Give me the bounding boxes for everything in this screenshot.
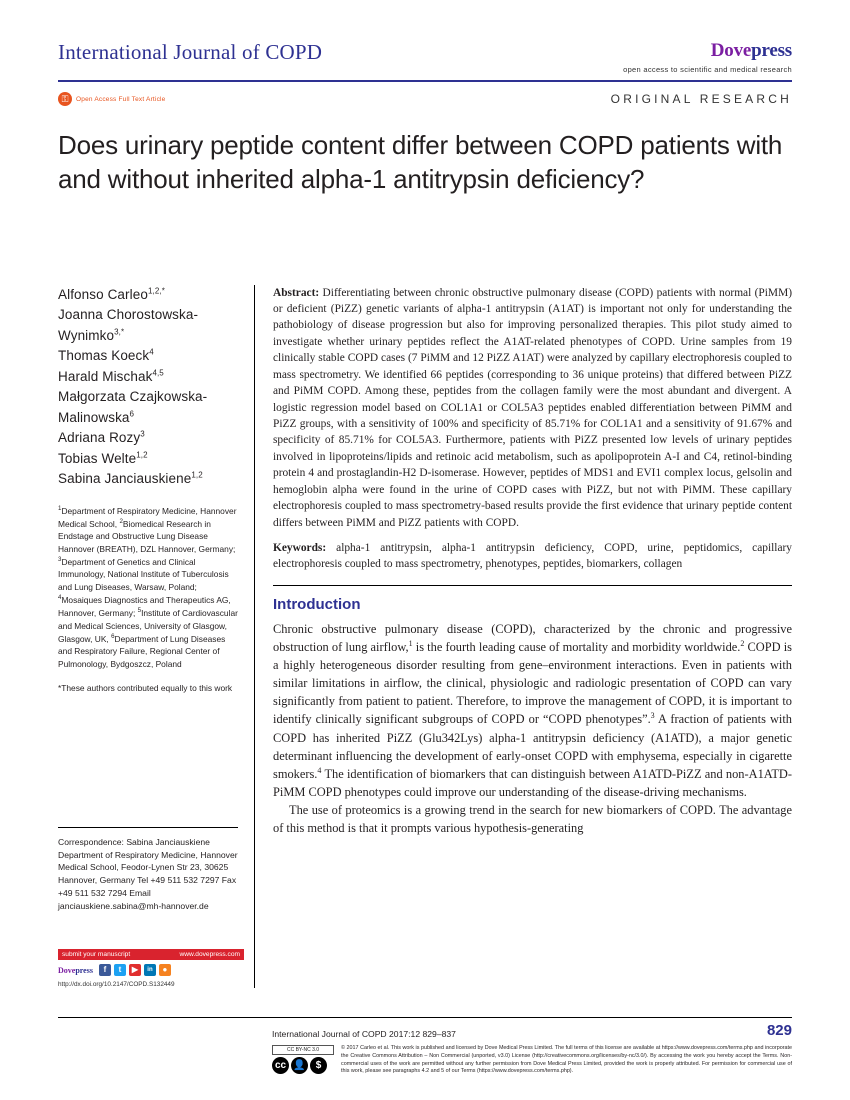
correspondence-block: Correspondence: Sabina Janciauskiene Department of Respiratory Medicine, Hannover Medical School, Feodor-Lynen Str 23, 30625 Hannover, Germany Tel +49 511 532 7297 Fax +49 511 532 7294 Email janciauskiene.sabina@mh-hannover.de (58, 827, 238, 913)
open-access-row (58, 92, 792, 106)
introduction-paragraph-1: Chronic obstructive pulmonary disease (COPD), characterized by the chronic and progressive obstruction of lung airflow,$^1$ is the fourth leading cause of mortality and morbidity worldwide.$^2$ COPD is a highly heterogeneous disorder resulting from gene–environment interactions. Even in patients with similar limitations in airflow, the clinical, physiologic and radiologic presentation of COPD can vary significantly from patient to patient. Therefore, to improve the management of COPD, it is important to identify clinically significant subgroups of COPD or “COPD phenotypes”.$^3$ A fraction of patients with COPD has inherited PiZZ (Glu342Lys) alpha-1 antitrypsin deficiency (A1ATD), a major genetic determinant influencing the development of early-onset COPD with emphysema, especially in cigarette smokers.$^4$ The identification of biomarkers that can distinguish between A1ATD-PiZZ and non-A1ATD-PiMM COPD phenotypes could improve our understanding of the disease-driving mechanisms. (273, 621, 793, 800)
introduction-paragraph-2: The use of proteomics is a growing trend in the search for new biomarkers of COPD. The advantage of this method is that it prompts various hypothesis-generating (273, 803, 792, 836)
author-name: Małgorzata Czajkowska-Malinowska (58, 389, 208, 425)
submit-manuscript-url[interactable]: www.dovepress.com (179, 951, 240, 959)
content-columns (58, 285, 792, 988)
affiliations-block: $^1$Department of Respiratory Medicine, Hannover Medical School, $^2$Biomedical Research in Endstage and Obstructive Lung Disease Hannover (BREATH), DZL Hannover, Germany; $^3$Department of Genetics and Clinical Immunology, National Institute of Tuberculosis and Lung Diseases, Warsaw, Poland; $^4$Mosaiques Diagnostics and Therapeutics AG, Hannover, Germany; $^5$Institute of Cardiovascular and Medical Sciences, University of Glasgow, Glasgow, UK, $^6$Department of Lung Diseases and Respiratory Failure, Regional Center of Pulmonology, Bydgoszcz, Poland (58, 504, 238, 669)
introduction-section (273, 596, 792, 838)
author-entry (58, 469, 238, 490)
author-entry (58, 305, 238, 346)
license-text: © 2017 Carleo et al. This work is published and licensed by Dove Medical Press Limited. The full terms of this license are available at https://www.dovepress.com/terms.php and incorporate the Creative Commons Attribution – Non Commercial (unported, v3.0) License (http://creativecommons.org/licenses/by-nc/3.0/). By accessing the work you hereby accept the Terms. Non-commercial uses of the work are permitted without any further permission from Dove Medical Press Limited, provided the work is properly attributed. For permission for commercial use of this work, please see paragraphs 4.2 and 5 of our Terms (https://www.dovepress.com/terms.php). (341, 1045, 792, 1075)
author-entry (58, 367, 238, 388)
dovepress-logo-press: press (751, 40, 792, 61)
author-entry (58, 346, 238, 367)
equal-contribution-note: *These authors contributed equally to this work (58, 683, 233, 694)
abstract-text: Differentiating between chronic obstructive pulmonary disease (COPD) patients with normal (PiMM) or deficient (PiZZ) genetic variants of alpha-1 antitrypsin (A1AT) is important not only for understanding the pathobiology of disease progression but also for improving personalized therapies. This pilot study aimed to investigate whether urinary peptides reflect the A1AT-related phenotypes of COPD. Urine samples from 19 clinically stable COPD cases (7 PiMM and 12 PiZZ A1AT) were analyzed by capillary electrophoresis coupled to mass spectrometry. We identified 66 peptides (corresponding to 36 unique proteins) that differed between PiZZ and PiMM COPD. Among these, peptides from the collagen family were the most abundant and divergent. A logistic regression model based on COL1A1 or COL5A3 peptides enabled differentiation between PiMM and PiZZ groups, with a sensitivity of 100% and specificity of 85.71% for COL1A1 and a sensitivity of 91.67% and specificity of 85.71% for COL5A3. Furthermore, patients with PiZZ presented low levels of urinary peptides involved in lipoproteins/lipids and retinoic acid metabolism, such as apolipoprotein A-I and C4, retinol-binding protein 4 and prostaglandin-H2 D-isomerase. However, peptides of MDS1 and EVI1 complex locus, gelsolin and hemoglobin alpha were found in the urine of COPD cases with PiZZ, but not with PiMM. These capillary electrophoresis coupled to mass spectrometry-based results provide the first evidence that urinary peptide content differs between PiMM and PiZZ patients with COPD. (273, 286, 792, 529)
dovepress-mini-dove: Dove (58, 965, 76, 975)
author-affil-marker: 3 (140, 429, 145, 439)
open-access-label: Open Access Full Text Article (76, 95, 166, 103)
article-type-label: ORIGINAL RESEARCH (610, 92, 792, 106)
facebook-icon[interactable]: f (99, 964, 111, 976)
page-number: 829 (766, 1022, 792, 1040)
author-affil-marker: 1,2 (136, 450, 148, 460)
submit-manuscript-label: submit your manuscript (62, 951, 131, 959)
author-list (58, 285, 238, 490)
keywords-label: Keywords: (273, 541, 327, 554)
keywords-text: alpha-1 antitrypsin, alpha-1 antitrypsin deficiency, COPD, urine, peptidomics, capillary electrophoresis coupled to mass spectrometry, phenotypes, peptides, biomarkers, collagen (273, 541, 792, 571)
author-name: Harald Mischak (58, 368, 153, 384)
author-name: Tobias Welte (58, 450, 137, 466)
keywords-block (273, 540, 792, 573)
cc-icon: cc (272, 1057, 289, 1074)
submit-manuscript-bar[interactable] (58, 949, 244, 960)
youtube-icon[interactable]: ▶ (129, 964, 141, 976)
dovepress-logo-dove: Dove (710, 40, 752, 61)
author-affil-marker: 4 (149, 347, 154, 357)
introduction-heading: Introduction (273, 595, 361, 613)
abstract-label: Abstract: (273, 286, 320, 299)
journal-title: International Journal of COPD (58, 40, 323, 64)
license-label: CC BY-NC 3.0 (272, 1045, 334, 1055)
twitter-icon[interactable]: t (114, 964, 126, 976)
author-affil-marker: 6 (129, 409, 135, 419)
open-lock-icon: ⚿ (58, 92, 72, 106)
author-entry (58, 285, 238, 306)
doi-link[interactable]: http://dx.doi.org/10.2147/COPD.S132449 (58, 981, 175, 989)
submit-manuscript-box (58, 949, 238, 988)
author-entry (58, 387, 238, 428)
rss-icon[interactable]: ● (159, 964, 171, 976)
linkedin-icon[interactable]: in (144, 964, 156, 976)
author-name: Alfonso Carleo (58, 286, 148, 302)
footer-citation: International Journal of COPD 2017:12 829–837 (272, 1029, 456, 1040)
publisher-tagline: open access to scientific and medical research (623, 65, 792, 74)
abstract-block (273, 285, 792, 531)
author-name: Adriana Rozy (58, 430, 141, 446)
footer-top-row (58, 1017, 792, 1039)
author-affil-marker: 3,* (114, 327, 125, 337)
cc-icon-group (272, 1057, 334, 1074)
author-affil-marker: 1,2 (191, 470, 203, 480)
left-column (58, 285, 254, 988)
author-entry (58, 428, 238, 449)
page-footer (58, 1017, 792, 1076)
article-title: Does urinary peptide content differ between COPD patients with and without inherited alpha-1 antitrypsin deficiency? (58, 130, 783, 195)
license-row (58, 1045, 792, 1076)
right-column (254, 285, 792, 988)
cc-by-icon: 👤 (291, 1057, 308, 1074)
author-name: Sabina Janciauskiene (58, 471, 192, 487)
author-affil-marker: 1,2,* (147, 286, 165, 296)
creative-commons-badge[interactable] (272, 1045, 334, 1076)
social-links-row (58, 964, 238, 976)
open-access-badge[interactable] (58, 92, 166, 106)
masthead (58, 40, 792, 82)
author-entry (58, 449, 238, 470)
section-divider (273, 585, 792, 586)
author-name: Thomas Koeck (58, 348, 150, 364)
publisher-block (623, 40, 792, 74)
author-name: Joanna Chorostowska-Wynimko (58, 307, 199, 343)
author-affil-marker: 4,5 (152, 368, 164, 378)
dovepress-mini-press: press (75, 965, 93, 975)
cc-nc-icon: $ (310, 1057, 327, 1074)
dovepress-logo (623, 40, 792, 62)
dovepress-mini-logo (58, 966, 93, 975)
